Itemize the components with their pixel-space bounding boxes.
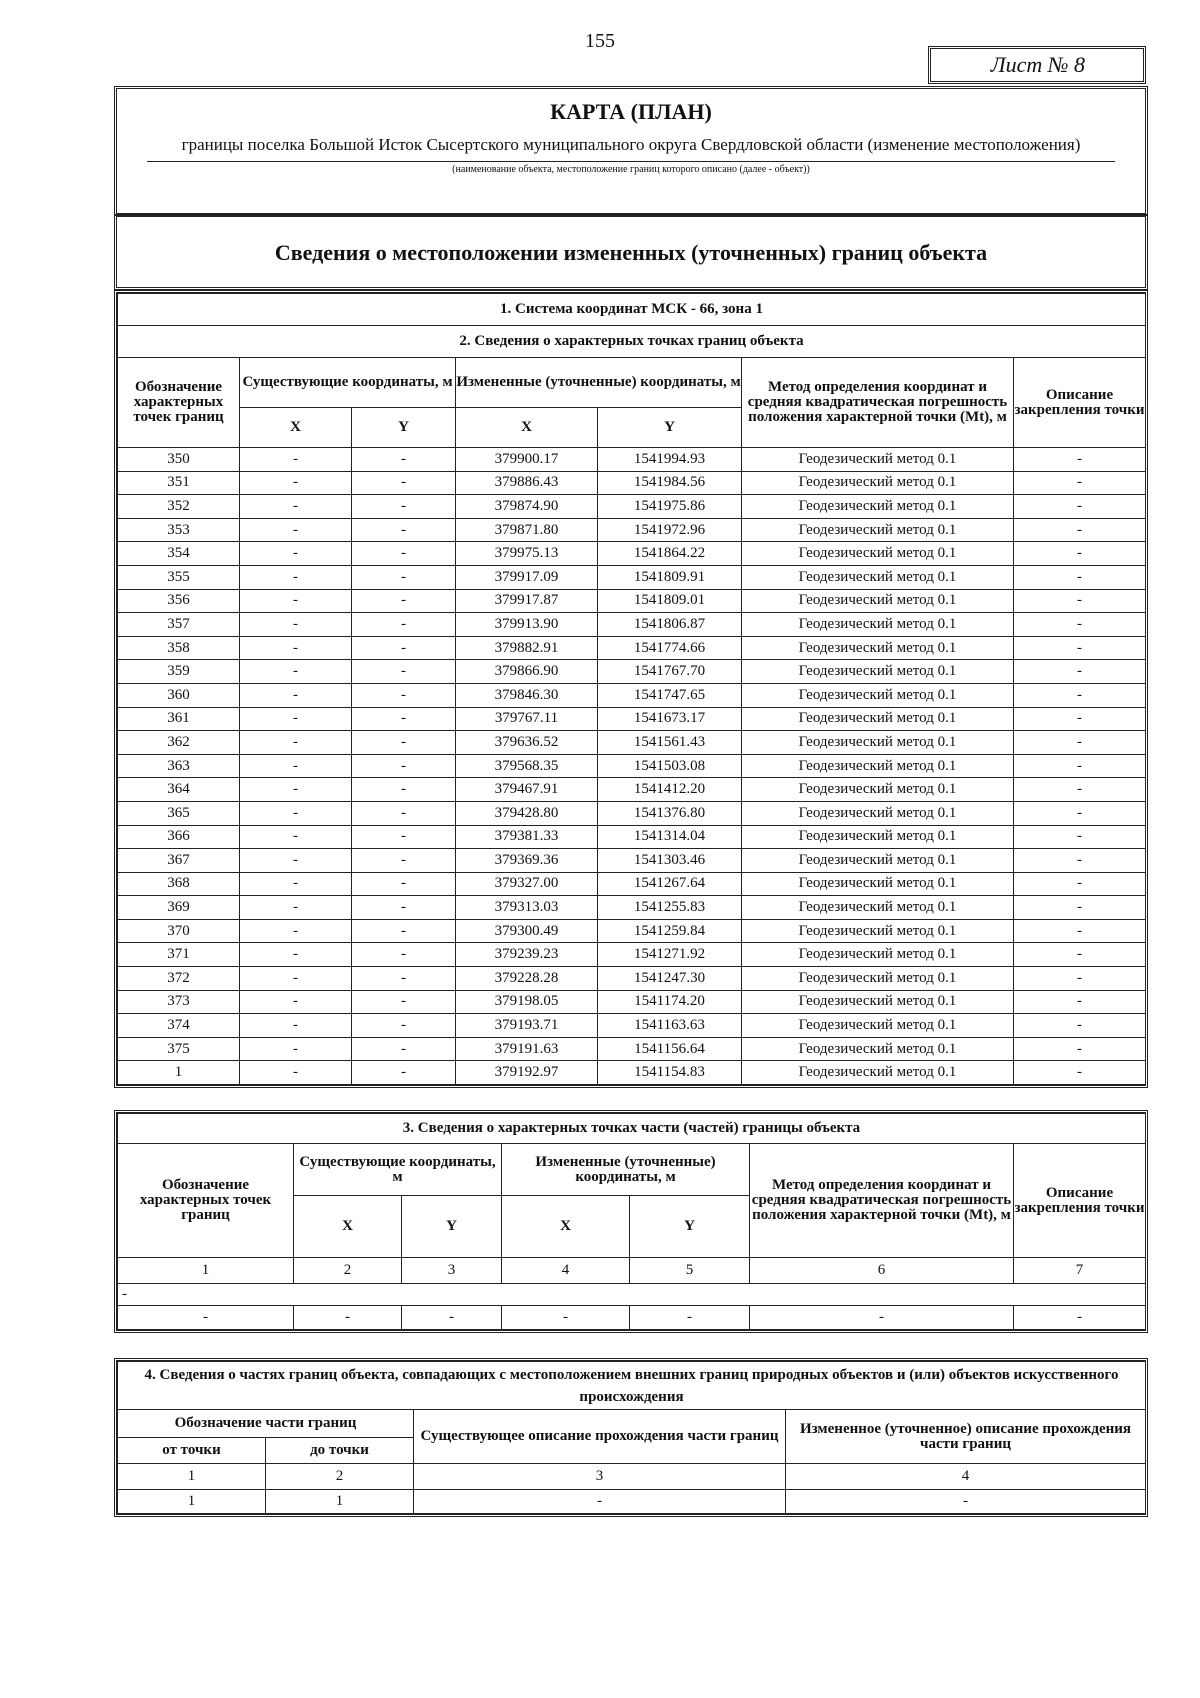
table-cell: 379467.91 [456,778,598,802]
col-method-header: Метод определения координат и средняя квадратическая погрешность положения характерной точки (Mt), м [742,358,1014,448]
table-cell: - [1014,683,1146,707]
table-cell: - [352,707,456,731]
table-row [118,943,1146,967]
table-cell: 1541267.64 [598,872,742,896]
table-cell: 379636.52 [456,731,598,755]
table-row [118,731,1146,755]
table-cell: 1541809.01 [598,589,742,613]
table-cell: 379882.91 [456,636,598,660]
table-cell: Геодезический метод 0.1 [742,471,1014,495]
table-cell: 371 [118,943,240,967]
table-cell: - [352,1037,456,1061]
t3-num-1: 1 [118,1258,294,1284]
table-cell: 373 [118,990,240,1014]
t3-cell: - [630,1306,750,1330]
coord-system-label: 1. Система координат МСК - 66, зона 1 [118,294,1146,326]
table-cell: 1541809.91 [598,565,742,589]
table-cell: Геодезический метод 0.1 [742,636,1014,660]
table-cell: - [1014,801,1146,825]
table-cell: 1541154.83 [598,1061,742,1085]
map-title: КАРТА (ПЛАН) [550,99,712,124]
table-cell: 353 [118,518,240,542]
table-row [118,896,1146,920]
table-cell: 1541156.64 [598,1037,742,1061]
table-cell: 379198.05 [456,990,598,1014]
table-cell: 1541972.96 [598,518,742,542]
table-cell: - [352,754,456,778]
part-points-table-block [114,1110,1148,1333]
table-cell: 369 [118,896,240,920]
table-row [118,1037,1146,1061]
table-cell: - [240,707,352,731]
table-cell: - [1014,896,1146,920]
table-cell: - [352,849,456,873]
t4-cell: - [786,1490,1146,1514]
section-title-block [114,214,1148,290]
table-cell: Геодезический метод 0.1 [742,518,1014,542]
table-cell: 1541376.80 [598,801,742,825]
table-cell: 1541174.20 [598,990,742,1014]
table-cell: 354 [118,542,240,566]
table-cell: - [240,919,352,943]
table-cell: 370 [118,919,240,943]
table-cell: 363 [118,754,240,778]
t3-cell: - [294,1306,402,1330]
table-cell: 379767.11 [456,707,598,731]
table-cell: 1541806.87 [598,613,742,637]
table-cell: 1541994.93 [598,448,742,472]
table-cell: 355 [118,565,240,589]
t3-cell: - [502,1306,630,1330]
table-cell: - [240,825,352,849]
t3-col-desc-header: Описание закрепления точки [1014,1144,1146,1258]
table-cell: 379428.80 [456,801,598,825]
section-title: Сведения о местоположении измененных (уточненных) границ объекта [274,239,988,265]
table-row [118,613,1146,637]
t4-num-4: 4 [786,1464,1146,1490]
table-row [118,1061,1146,1085]
natural-boundaries-table-block [114,1358,1148,1517]
table-cell: 379886.43 [456,471,598,495]
table-row [118,801,1146,825]
table-cell: - [240,849,352,873]
table-cell: Геодезический метод 0.1 [742,448,1014,472]
t3-cell: - [750,1306,1014,1330]
t4-cell: - [414,1490,786,1514]
table-cell: 362 [118,731,240,755]
t4-num-1: 1 [118,1464,266,1490]
boundary-points-table-block [114,290,1148,1088]
table-cell: - [1014,1037,1146,1061]
table-cell: 361 [118,707,240,731]
t4-col-changed-desc: Измененное (уточненное) описание прохождения части границ [786,1410,1146,1464]
table-cell: Геодезический метод 0.1 [742,660,1014,684]
col-existing-x: X [240,408,352,448]
table-row [118,754,1146,778]
col-changed-x: X [456,408,598,448]
table-cell: - [240,778,352,802]
table-cell: Геодезический метод 0.1 [742,1061,1014,1085]
t3-col-changed-x: X [502,1196,630,1258]
section4-label: 4. Сведения о частях границ объекта, совпадающих с местоположением внешних границ природных объектов и (или) объектов искусственного происхождения [118,1362,1146,1410]
table-cell: - [352,542,456,566]
table-cell: 366 [118,825,240,849]
t3-col-existing-x: X [294,1196,402,1258]
table-cell: Геодезический метод 0.1 [742,707,1014,731]
table-cell: - [352,660,456,684]
table-cell: Геодезический метод 0.1 [742,849,1014,873]
title-block [114,86,1148,216]
table-cell: 379975.13 [456,542,598,566]
table-cell: - [1014,849,1146,873]
table-cell: 1541864.22 [598,542,742,566]
table-cell: - [1014,1014,1146,1038]
table-cell: - [1014,518,1146,542]
table-cell: - [352,683,456,707]
table-cell: Геодезический метод 0.1 [742,801,1014,825]
table-cell: 358 [118,636,240,660]
table-cell: 379239.23 [456,943,598,967]
table-row [118,872,1146,896]
table-cell: 1541255.83 [598,896,742,920]
t4-cell: 1 [118,1490,266,1514]
table-cell: 374 [118,1014,240,1038]
table-cell: Геодезический метод 0.1 [742,990,1014,1014]
table-cell: - [240,1037,352,1061]
table-cell: - [1014,613,1146,637]
table-cell: - [1014,967,1146,991]
table-cell: - [352,801,456,825]
table-cell: Геодезический метод 0.1 [742,565,1014,589]
table-cell: 359 [118,660,240,684]
col-existing-y: Y [352,408,456,448]
table-cell: 1541747.65 [598,683,742,707]
table-cell: 379327.00 [456,872,598,896]
table-cell: 379193.71 [456,1014,598,1038]
t3-num-2: 2 [294,1258,402,1284]
table-cell: - [1014,754,1146,778]
table-cell: 1541163.63 [598,1014,742,1038]
part-points-table [117,1113,1146,1330]
table-cell: Геодезический метод 0.1 [742,872,1014,896]
table-cell: - [352,990,456,1014]
table-cell: 379369.36 [456,849,598,873]
table-cell: - [352,825,456,849]
table-cell: - [240,1014,352,1038]
t3-cell: - [118,1306,294,1330]
table-cell: 1 [118,1061,240,1085]
table-cell: 1541271.92 [598,943,742,967]
table-cell: 1541767.70 [598,660,742,684]
t3-cell: - [402,1306,502,1330]
table-cell: 379866.90 [456,660,598,684]
table-cell: - [1014,731,1146,755]
table-cell: 364 [118,778,240,802]
table-cell: 379192.97 [456,1061,598,1085]
table-cell: - [1014,990,1146,1014]
table-cell: - [240,990,352,1014]
t3-col-point-header: Обозначение характерных точек границ [118,1144,294,1258]
table-cell: 356 [118,589,240,613]
table-cell: Геодезический метод 0.1 [742,542,1014,566]
table-cell: - [352,589,456,613]
table-cell: - [1014,872,1146,896]
table-cell: - [352,896,456,920]
table-cell: - [352,495,456,519]
table-cell: - [240,683,352,707]
table-cell: 365 [118,801,240,825]
table-row [118,495,1146,519]
table-cell: - [1014,565,1146,589]
table-cell: - [1014,448,1146,472]
table-cell: 352 [118,495,240,519]
table-row [118,919,1146,943]
table-cell: 360 [118,683,240,707]
table-cell: Геодезический метод 0.1 [742,943,1014,967]
table-cell: - [1014,471,1146,495]
table-cell: 379900.17 [456,448,598,472]
table-cell: 379917.87 [456,589,598,613]
table-cell: - [352,778,456,802]
table-cell: 1541975.86 [598,495,742,519]
map-subtitle: границы поселка Большой Исток Сысертского муниципального округа Свердловской области (изменение местоположения) [181,135,1081,154]
table-cell: - [1014,707,1146,731]
table-cell: 375 [118,1037,240,1061]
t4-col-part-header: Обозначение части границ [118,1410,414,1438]
table-cell: 357 [118,613,240,637]
t4-num-2: 2 [266,1464,414,1490]
boundary-points-table [117,293,1146,1085]
table-cell: - [1014,778,1146,802]
table-cell: 1541673.17 [598,707,742,731]
table-cell: - [352,919,456,943]
t3-col-existing-y: Y [402,1196,502,1258]
table-cell: - [352,565,456,589]
caption-divider [147,161,1115,162]
t3-num-3: 3 [402,1258,502,1284]
table-cell: 1541774.66 [598,636,742,660]
table-cell: Геодезический метод 0.1 [742,825,1014,849]
table-cell: Геодезический метод 0.1 [742,754,1014,778]
table-row [118,778,1146,802]
t3-part-row: - [118,1284,1146,1306]
t3-num-4: 4 [502,1258,630,1284]
table-cell: - [240,636,352,660]
table-cell: 379568.35 [456,754,598,778]
table-cell: - [1014,542,1146,566]
table-cell: - [352,943,456,967]
table-cell: Геодезический метод 0.1 [742,778,1014,802]
table-row [118,967,1146,991]
table-cell: 379313.03 [456,896,598,920]
table-cell: - [1014,636,1146,660]
table-cell: - [352,518,456,542]
table-cell: 379871.80 [456,518,598,542]
col-existing-header: Существующие координаты, м [240,358,456,408]
table-cell: Геодезический метод 0.1 [742,896,1014,920]
t3-num-7: 7 [1014,1258,1146,1284]
sheet-label: Лист № 8 [928,46,1146,84]
table-cell: 1541247.30 [598,967,742,991]
table-row [118,990,1146,1014]
table-row [118,660,1146,684]
table-cell: 379381.33 [456,825,598,849]
map-caption: (наименование объекта, местоположение границ которого описано (далее - объект)) [452,164,810,175]
t4-col-to: до точки [266,1438,414,1464]
table-cell: - [240,1061,352,1085]
table-cell: Геодезический метод 0.1 [742,1037,1014,1061]
table-row [118,1014,1146,1038]
table-cell: - [352,471,456,495]
section3-label: 3. Сведения о характерных точках части (частей) границы объекта [118,1114,1146,1144]
table-cell: 350 [118,448,240,472]
col-changed-y: Y [598,408,742,448]
t3-col-existing-header: Существующие координаты, м [294,1144,502,1196]
table-row [118,683,1146,707]
table-cell: - [240,565,352,589]
table-cell: - [240,448,352,472]
table-row [118,565,1146,589]
table-cell: 1541561.43 [598,731,742,755]
col-desc-header: Описание закрепления точки [1014,358,1146,448]
t3-col-changed-y: Y [630,1196,750,1258]
table-cell: - [240,943,352,967]
page-number: 155 [585,30,615,52]
table-cell: - [240,872,352,896]
table-row [118,471,1146,495]
table-cell: 1541412.20 [598,778,742,802]
col-changed-header: Измененные (уточненные) координаты, м [456,358,742,408]
table-cell: - [240,731,352,755]
table-cell: 379846.30 [456,683,598,707]
table-cell: 372 [118,967,240,991]
table-cell: Геодезический метод 0.1 [742,589,1014,613]
table-cell: - [1014,919,1146,943]
t4-num-3: 3 [414,1464,786,1490]
t3-num-6: 6 [750,1258,1014,1284]
table-cell: 379913.90 [456,613,598,637]
t4-col-from: от точки [118,1438,266,1464]
table-cell: 351 [118,471,240,495]
table-cell: Геодезический метод 0.1 [742,683,1014,707]
table-row [118,825,1146,849]
table-cell: - [240,896,352,920]
table-cell: - [240,801,352,825]
table-cell: - [352,613,456,637]
table-cell: 1541314.04 [598,825,742,849]
table-row [118,448,1146,472]
table-cell: - [352,1014,456,1038]
table-cell: 1541503.08 [598,754,742,778]
table-cell: - [1014,660,1146,684]
natural-boundaries-table [117,1361,1146,1514]
table-cell: - [240,754,352,778]
table-cell: Геодезический метод 0.1 [742,495,1014,519]
table-cell: - [1014,943,1146,967]
table-cell: - [240,967,352,991]
table-cell: Геодезический метод 0.1 [742,1014,1014,1038]
table-cell: - [1014,589,1146,613]
table-cell: - [240,518,352,542]
table-cell: Геодезический метод 0.1 [742,613,1014,637]
table-cell: - [352,967,456,991]
col-point-header: Обозначение характерных точек границ [118,358,240,448]
table-cell: 368 [118,872,240,896]
table-row [118,542,1146,566]
table-cell: - [240,495,352,519]
table-cell: 379228.28 [456,967,598,991]
t3-col-changed-header: Измененные (уточненные) координаты, м [502,1144,750,1196]
table-cell: 379874.90 [456,495,598,519]
table-cell: - [352,448,456,472]
table-cell: - [352,731,456,755]
section2-label: 2. Сведения о характерных точках границ объекта [118,326,1146,358]
table-cell: - [1014,1061,1146,1085]
table-cell: - [352,636,456,660]
table-cell: - [1014,495,1146,519]
table-cell: - [352,1061,456,1085]
table-cell: 367 [118,849,240,873]
table-cell: Геодезический метод 0.1 [742,919,1014,943]
table-cell: - [240,542,352,566]
table-row [118,849,1146,873]
table-cell: - [240,613,352,637]
t3-num-5: 5 [630,1258,750,1284]
t3-col-method-header: Метод определения координат и средняя квадратическая погрешность положения характерной точки (Mt), м [750,1144,1014,1258]
table-cell: - [240,660,352,684]
table-cell: 1541303.46 [598,849,742,873]
table-cell: - [1014,825,1146,849]
table-cell: Геодезический метод 0.1 [742,967,1014,991]
table-cell: 379300.49 [456,919,598,943]
table-cell: - [240,471,352,495]
table-cell: 379917.09 [456,565,598,589]
table-cell: 379191.63 [456,1037,598,1061]
table-row [118,636,1146,660]
table-cell: 1541259.84 [598,919,742,943]
table-cell: - [352,872,456,896]
table-row [118,589,1146,613]
table-cell: Геодезический метод 0.1 [742,731,1014,755]
t4-col-existing-desc: Существующее описание прохождения части границ [414,1410,786,1464]
t4-cell: 1 [266,1490,414,1514]
table-row [118,707,1146,731]
table-cell: 1541984.56 [598,471,742,495]
table-cell: - [240,589,352,613]
table-row [118,518,1146,542]
t3-cell: - [1014,1306,1146,1330]
